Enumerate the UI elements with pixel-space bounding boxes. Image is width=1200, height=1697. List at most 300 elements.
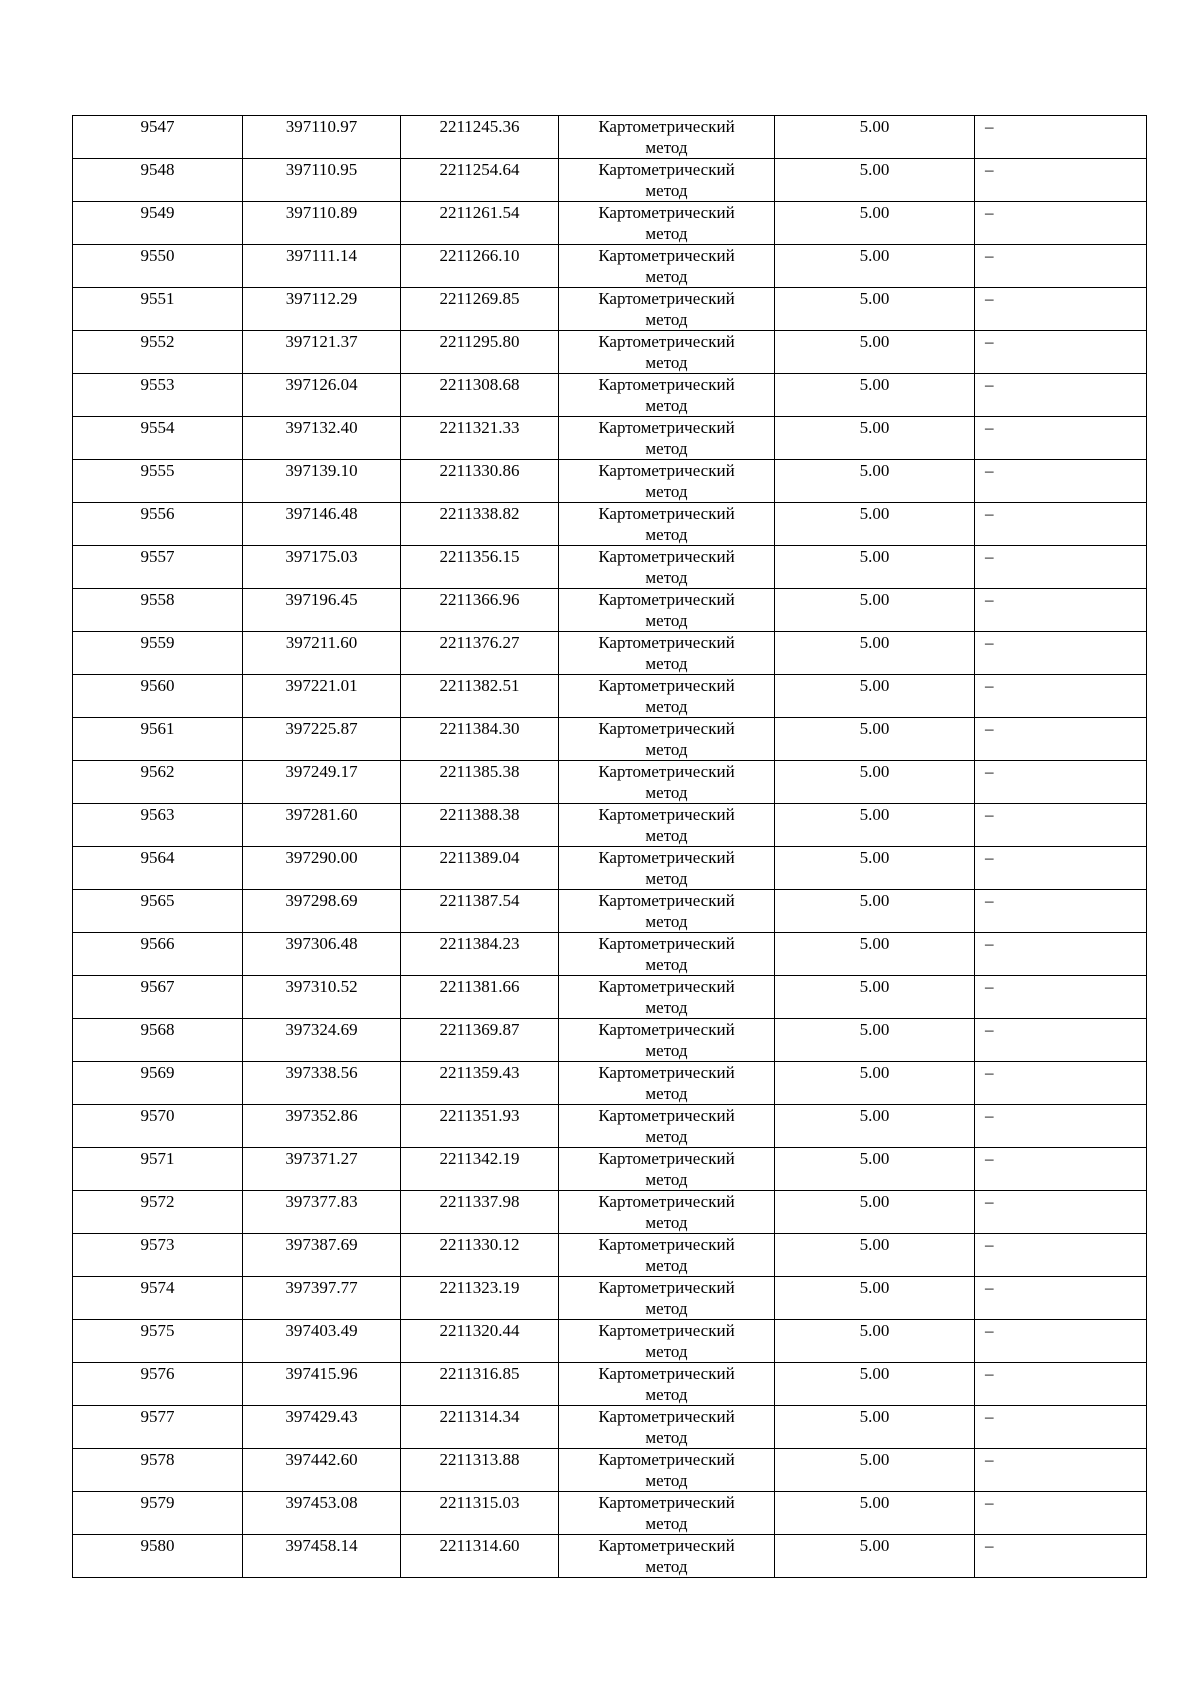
method-label-line1: Картометрический	[598, 1149, 735, 1168]
table-row	[73, 1234, 1147, 1277]
note-cell: –	[975, 1492, 1147, 1535]
table-row	[73, 245, 1147, 288]
method-label-line2: метод	[645, 654, 688, 673]
point-number-cell: 9568	[73, 1019, 243, 1062]
point-number-cell: 9567	[73, 976, 243, 1019]
accuracy-cell: 5.00	[775, 1105, 975, 1148]
method-cell	[559, 159, 775, 202]
table-row	[73, 1277, 1147, 1320]
method-cell	[559, 1535, 775, 1578]
method-label-line2: метод	[645, 267, 688, 286]
method-label-line1: Картометрический	[598, 1020, 735, 1039]
note-cell: –	[975, 116, 1147, 159]
table-row	[73, 1148, 1147, 1191]
y-coordinate-cell: 2211388.38	[401, 804, 559, 847]
accuracy-cell: 5.00	[775, 890, 975, 933]
point-number-cell: 9580	[73, 1535, 243, 1578]
method-label-line2: метод	[645, 912, 688, 931]
point-number-cell: 9574	[73, 1277, 243, 1320]
table-row	[73, 1363, 1147, 1406]
y-coordinate-cell: 2211330.86	[401, 460, 559, 503]
method-label-line2: метод	[645, 1428, 688, 1447]
point-number-cell: 9548	[73, 159, 243, 202]
point-number-cell: 9571	[73, 1148, 243, 1191]
accuracy-cell: 5.00	[775, 675, 975, 718]
table-row	[73, 460, 1147, 503]
point-number-cell: 9556	[73, 503, 243, 546]
method-cell	[559, 1019, 775, 1062]
method-cell	[559, 546, 775, 589]
method-label-line2: метод	[645, 783, 688, 802]
accuracy-cell: 5.00	[775, 1234, 975, 1277]
note-cell: –	[975, 202, 1147, 245]
y-coordinate-cell: 2211337.98	[401, 1191, 559, 1234]
x-coordinate-cell: 397132.40	[243, 417, 401, 460]
table-row	[73, 503, 1147, 546]
table-row	[73, 1449, 1147, 1492]
table-row	[73, 1191, 1147, 1234]
x-coordinate-cell: 397281.60	[243, 804, 401, 847]
point-number-cell: 9573	[73, 1234, 243, 1277]
x-coordinate-cell: 397397.77	[243, 1277, 401, 1320]
method-label-line2: метод	[645, 955, 688, 974]
table-row	[73, 417, 1147, 460]
point-number-cell: 9579	[73, 1492, 243, 1535]
x-coordinate-cell: 397121.37	[243, 331, 401, 374]
method-label-line2: метод	[645, 568, 688, 587]
method-label-line1: Картометрический	[598, 1536, 735, 1555]
method-cell	[559, 116, 775, 159]
x-coordinate-cell: 397298.69	[243, 890, 401, 933]
y-coordinate-cell: 2211320.44	[401, 1320, 559, 1363]
method-label-line1: Картометрический	[598, 246, 735, 265]
x-coordinate-cell: 397225.87	[243, 718, 401, 761]
method-label-line2: метод	[645, 1041, 688, 1060]
method-label-line2: метод	[645, 740, 688, 759]
method-label-line1: Картометрический	[598, 418, 735, 437]
table-row	[73, 804, 1147, 847]
method-label-line1: Картометрический	[598, 289, 735, 308]
point-number-cell: 9553	[73, 374, 243, 417]
method-label-line2: метод	[645, 869, 688, 888]
x-coordinate-cell: 397415.96	[243, 1363, 401, 1406]
note-cell: –	[975, 1105, 1147, 1148]
x-coordinate-cell: 397387.69	[243, 1234, 401, 1277]
point-number-cell: 9552	[73, 331, 243, 374]
method-label-line1: Картометрический	[598, 375, 735, 394]
x-coordinate-cell: 397146.48	[243, 503, 401, 546]
method-label-line1: Картометрический	[598, 719, 735, 738]
method-cell	[559, 1234, 775, 1277]
x-coordinate-cell: 397352.86	[243, 1105, 401, 1148]
method-label-line1: Картометрический	[598, 461, 735, 480]
accuracy-cell: 5.00	[775, 1535, 975, 1578]
method-label-line2: метод	[645, 224, 688, 243]
note-cell: –	[975, 288, 1147, 331]
x-coordinate-cell: 397377.83	[243, 1191, 401, 1234]
accuracy-cell: 5.00	[775, 1191, 975, 1234]
method-cell	[559, 804, 775, 847]
method-label-line1: Картометрический	[598, 1407, 735, 1426]
method-label-line1: Картометрический	[598, 1278, 735, 1297]
table-row	[73, 1492, 1147, 1535]
y-coordinate-cell: 2211381.66	[401, 976, 559, 1019]
coordinates-table	[72, 115, 1147, 1578]
y-coordinate-cell: 2211323.19	[401, 1277, 559, 1320]
method-label-line1: Картометрический	[598, 934, 735, 953]
accuracy-cell: 5.00	[775, 503, 975, 546]
point-number-cell: 9566	[73, 933, 243, 976]
accuracy-cell: 5.00	[775, 976, 975, 1019]
method-label-line2: метод	[645, 310, 688, 329]
method-cell	[559, 976, 775, 1019]
method-cell	[559, 1062, 775, 1105]
y-coordinate-cell: 2211245.36	[401, 116, 559, 159]
note-cell: –	[975, 976, 1147, 1019]
note-cell: –	[975, 1148, 1147, 1191]
table-row	[73, 976, 1147, 1019]
method-label-line1: Картометрический	[598, 676, 735, 695]
method-cell	[559, 589, 775, 632]
y-coordinate-cell: 2211315.03	[401, 1492, 559, 1535]
accuracy-cell: 5.00	[775, 804, 975, 847]
accuracy-cell: 5.00	[775, 1406, 975, 1449]
note-cell: –	[975, 1019, 1147, 1062]
method-label-line1: Картометрический	[598, 848, 735, 867]
note-cell: –	[975, 890, 1147, 933]
accuracy-cell: 5.00	[775, 589, 975, 632]
accuracy-cell: 5.00	[775, 632, 975, 675]
method-cell	[559, 847, 775, 890]
method-label-line2: метод	[645, 353, 688, 372]
y-coordinate-cell: 2211338.82	[401, 503, 559, 546]
x-coordinate-cell: 397338.56	[243, 1062, 401, 1105]
table-row	[73, 546, 1147, 589]
note-cell: –	[975, 1363, 1147, 1406]
x-coordinate-cell: 397306.48	[243, 933, 401, 976]
y-coordinate-cell: 2211321.33	[401, 417, 559, 460]
method-label-line1: Картометрический	[598, 547, 735, 566]
table-row	[73, 589, 1147, 632]
method-cell	[559, 1191, 775, 1234]
accuracy-cell: 5.00	[775, 1320, 975, 1363]
method-label-line2: метод	[645, 525, 688, 544]
accuracy-cell: 5.00	[775, 718, 975, 761]
method-label-line2: метод	[645, 1256, 688, 1275]
method-label-line2: метод	[645, 1213, 688, 1232]
note-cell: –	[975, 417, 1147, 460]
y-coordinate-cell: 2211351.93	[401, 1105, 559, 1148]
accuracy-cell: 5.00	[775, 331, 975, 374]
note-cell: –	[975, 847, 1147, 890]
accuracy-cell: 5.00	[775, 288, 975, 331]
table-row	[73, 1320, 1147, 1363]
method-label-line2: метод	[645, 1471, 688, 1490]
point-number-cell: 9562	[73, 761, 243, 804]
point-number-cell: 9572	[73, 1191, 243, 1234]
note-cell: –	[975, 675, 1147, 718]
accuracy-cell: 5.00	[775, 460, 975, 503]
method-label-line1: Картометрический	[598, 160, 735, 179]
method-cell	[559, 331, 775, 374]
note-cell: –	[975, 1406, 1147, 1449]
method-label-line1: Картометрический	[598, 1235, 735, 1254]
method-cell	[559, 1363, 775, 1406]
note-cell: –	[975, 1449, 1147, 1492]
method-cell	[559, 1492, 775, 1535]
y-coordinate-cell: 2211356.15	[401, 546, 559, 589]
note-cell: –	[975, 589, 1147, 632]
method-label-line2: метод	[645, 1084, 688, 1103]
y-coordinate-cell: 2211342.19	[401, 1148, 559, 1191]
y-coordinate-cell: 2211376.27	[401, 632, 559, 675]
method-cell	[559, 288, 775, 331]
method-label-line1: Картометрический	[598, 590, 735, 609]
table-row	[73, 1062, 1147, 1105]
method-label-line2: метод	[645, 181, 688, 200]
y-coordinate-cell: 2211384.23	[401, 933, 559, 976]
table-row	[73, 847, 1147, 890]
note-cell: –	[975, 1191, 1147, 1234]
y-coordinate-cell: 2211384.30	[401, 718, 559, 761]
method-label-line2: метод	[645, 1342, 688, 1361]
table-row	[73, 761, 1147, 804]
note-cell: –	[975, 460, 1147, 503]
y-coordinate-cell: 2211269.85	[401, 288, 559, 331]
method-label-line2: метод	[645, 1557, 688, 1576]
point-number-cell: 9551	[73, 288, 243, 331]
accuracy-cell: 5.00	[775, 761, 975, 804]
note-cell: –	[975, 1062, 1147, 1105]
method-label-line1: Картометрический	[598, 1321, 735, 1340]
y-coordinate-cell: 2211385.38	[401, 761, 559, 804]
method-label-line1: Картометрический	[598, 891, 735, 910]
y-coordinate-cell: 2211266.10	[401, 245, 559, 288]
note-cell: –	[975, 1535, 1147, 1578]
table-row	[73, 632, 1147, 675]
y-coordinate-cell: 2211369.87	[401, 1019, 559, 1062]
note-cell: –	[975, 718, 1147, 761]
method-cell	[559, 890, 775, 933]
table-row	[73, 116, 1147, 159]
note-cell: –	[975, 245, 1147, 288]
note-cell: –	[975, 804, 1147, 847]
method-label-line1: Картометрический	[598, 1450, 735, 1469]
method-cell	[559, 1406, 775, 1449]
x-coordinate-cell: 397324.69	[243, 1019, 401, 1062]
table-row	[73, 675, 1147, 718]
point-number-cell: 9555	[73, 460, 243, 503]
note-cell: –	[975, 761, 1147, 804]
method-label-line2: метод	[645, 439, 688, 458]
point-number-cell: 9578	[73, 1449, 243, 1492]
point-number-cell: 9564	[73, 847, 243, 890]
x-coordinate-cell: 397110.97	[243, 116, 401, 159]
accuracy-cell: 5.00	[775, 202, 975, 245]
method-cell	[559, 632, 775, 675]
x-coordinate-cell: 397249.17	[243, 761, 401, 804]
y-coordinate-cell: 2211313.88	[401, 1449, 559, 1492]
accuracy-cell: 5.00	[775, 245, 975, 288]
note-cell: –	[975, 374, 1147, 417]
method-label-line2: метод	[645, 138, 688, 157]
accuracy-cell: 5.00	[775, 374, 975, 417]
point-number-cell: 9563	[73, 804, 243, 847]
x-coordinate-cell: 397175.03	[243, 546, 401, 589]
x-coordinate-cell: 397403.49	[243, 1320, 401, 1363]
method-cell	[559, 1148, 775, 1191]
method-cell	[559, 202, 775, 245]
accuracy-cell: 5.00	[775, 1062, 975, 1105]
coordinates-table-body	[73, 116, 1147, 1578]
table-row	[73, 159, 1147, 202]
y-coordinate-cell: 2211366.96	[401, 589, 559, 632]
accuracy-cell: 5.00	[775, 1363, 975, 1406]
x-coordinate-cell: 397196.45	[243, 589, 401, 632]
accuracy-cell: 5.00	[775, 1277, 975, 1320]
point-number-cell: 9570	[73, 1105, 243, 1148]
point-number-cell: 9577	[73, 1406, 243, 1449]
point-number-cell: 9549	[73, 202, 243, 245]
point-number-cell: 9560	[73, 675, 243, 718]
method-cell	[559, 675, 775, 718]
method-label-line1: Картометрический	[598, 762, 735, 781]
method-label-line2: метод	[645, 1514, 688, 1533]
x-coordinate-cell: 397429.43	[243, 1406, 401, 1449]
y-coordinate-cell: 2211314.34	[401, 1406, 559, 1449]
table-row	[73, 933, 1147, 976]
table-row	[73, 1105, 1147, 1148]
note-cell: –	[975, 632, 1147, 675]
accuracy-cell: 5.00	[775, 933, 975, 976]
accuracy-cell: 5.00	[775, 546, 975, 589]
point-number-cell: 9557	[73, 546, 243, 589]
point-number-cell: 9559	[73, 632, 243, 675]
method-cell	[559, 417, 775, 460]
y-coordinate-cell: 2211314.60	[401, 1535, 559, 1578]
x-coordinate-cell: 397442.60	[243, 1449, 401, 1492]
method-label-line1: Картометрический	[598, 977, 735, 996]
x-coordinate-cell: 397458.14	[243, 1535, 401, 1578]
point-number-cell: 9547	[73, 116, 243, 159]
y-coordinate-cell: 2211359.43	[401, 1062, 559, 1105]
point-number-cell: 9576	[73, 1363, 243, 1406]
accuracy-cell: 5.00	[775, 116, 975, 159]
y-coordinate-cell: 2211330.12	[401, 1234, 559, 1277]
method-cell	[559, 761, 775, 804]
table-row	[73, 202, 1147, 245]
method-label-line2: метод	[645, 396, 688, 415]
accuracy-cell: 5.00	[775, 417, 975, 460]
method-label-line1: Картометрический	[598, 1364, 735, 1383]
method-label-line2: метод	[645, 1385, 688, 1404]
table-row	[73, 331, 1147, 374]
x-coordinate-cell: 397371.27	[243, 1148, 401, 1191]
method-label-line2: метод	[645, 1127, 688, 1146]
y-coordinate-cell: 2211382.51	[401, 675, 559, 718]
note-cell: –	[975, 1234, 1147, 1277]
y-coordinate-cell: 2211308.68	[401, 374, 559, 417]
table-row	[73, 288, 1147, 331]
accuracy-cell: 5.00	[775, 1492, 975, 1535]
accuracy-cell: 5.00	[775, 1148, 975, 1191]
table-row	[73, 374, 1147, 417]
x-coordinate-cell: 397453.08	[243, 1492, 401, 1535]
x-coordinate-cell: 397310.52	[243, 976, 401, 1019]
table-row	[73, 1406, 1147, 1449]
x-coordinate-cell: 397110.95	[243, 159, 401, 202]
method-label-line1: Картометрический	[598, 117, 735, 136]
accuracy-cell: 5.00	[775, 1019, 975, 1062]
point-number-cell: 9554	[73, 417, 243, 460]
method-label-line1: Картометрический	[598, 633, 735, 652]
y-coordinate-cell: 2211261.54	[401, 202, 559, 245]
method-label-line2: метод	[645, 998, 688, 1017]
method-label-line1: Картометрический	[598, 1063, 735, 1082]
y-coordinate-cell: 2211389.04	[401, 847, 559, 890]
x-coordinate-cell: 397139.10	[243, 460, 401, 503]
method-label-line1: Картометрический	[598, 1106, 735, 1125]
note-cell: –	[975, 546, 1147, 589]
y-coordinate-cell: 2211295.80	[401, 331, 559, 374]
method-label-line1: Картометрический	[598, 332, 735, 351]
method-label-line2: метод	[645, 697, 688, 716]
method-cell	[559, 460, 775, 503]
method-label-line1: Картометрический	[598, 1493, 735, 1512]
point-number-cell: 9561	[73, 718, 243, 761]
note-cell: –	[975, 159, 1147, 202]
y-coordinate-cell: 2211254.64	[401, 159, 559, 202]
method-label-line2: метод	[645, 482, 688, 501]
method-cell	[559, 1449, 775, 1492]
method-cell	[559, 933, 775, 976]
point-number-cell: 9550	[73, 245, 243, 288]
method-label-line2: метод	[645, 1170, 688, 1189]
y-coordinate-cell: 2211316.85	[401, 1363, 559, 1406]
method-label-line1: Картометрический	[598, 504, 735, 523]
point-number-cell: 9558	[73, 589, 243, 632]
accuracy-cell: 5.00	[775, 1449, 975, 1492]
table-row	[73, 1019, 1147, 1062]
x-coordinate-cell: 397112.29	[243, 288, 401, 331]
method-cell	[559, 503, 775, 546]
method-cell	[559, 245, 775, 288]
x-coordinate-cell: 397221.01	[243, 675, 401, 718]
y-coordinate-cell: 2211387.54	[401, 890, 559, 933]
note-cell: –	[975, 933, 1147, 976]
table-row	[73, 718, 1147, 761]
method-cell	[559, 374, 775, 417]
accuracy-cell: 5.00	[775, 159, 975, 202]
method-cell	[559, 1105, 775, 1148]
table-row	[73, 1535, 1147, 1578]
method-label-line1: Картометрический	[598, 805, 735, 824]
method-cell	[559, 718, 775, 761]
table-row	[73, 890, 1147, 933]
note-cell: –	[975, 1320, 1147, 1363]
method-cell	[559, 1320, 775, 1363]
x-coordinate-cell: 397126.04	[243, 374, 401, 417]
note-cell: –	[975, 331, 1147, 374]
point-number-cell: 9575	[73, 1320, 243, 1363]
method-label-line2: метод	[645, 1299, 688, 1318]
point-number-cell: 9565	[73, 890, 243, 933]
x-coordinate-cell: 397111.14	[243, 245, 401, 288]
x-coordinate-cell: 397110.89	[243, 202, 401, 245]
note-cell: –	[975, 503, 1147, 546]
method-cell	[559, 1277, 775, 1320]
point-number-cell: 9569	[73, 1062, 243, 1105]
